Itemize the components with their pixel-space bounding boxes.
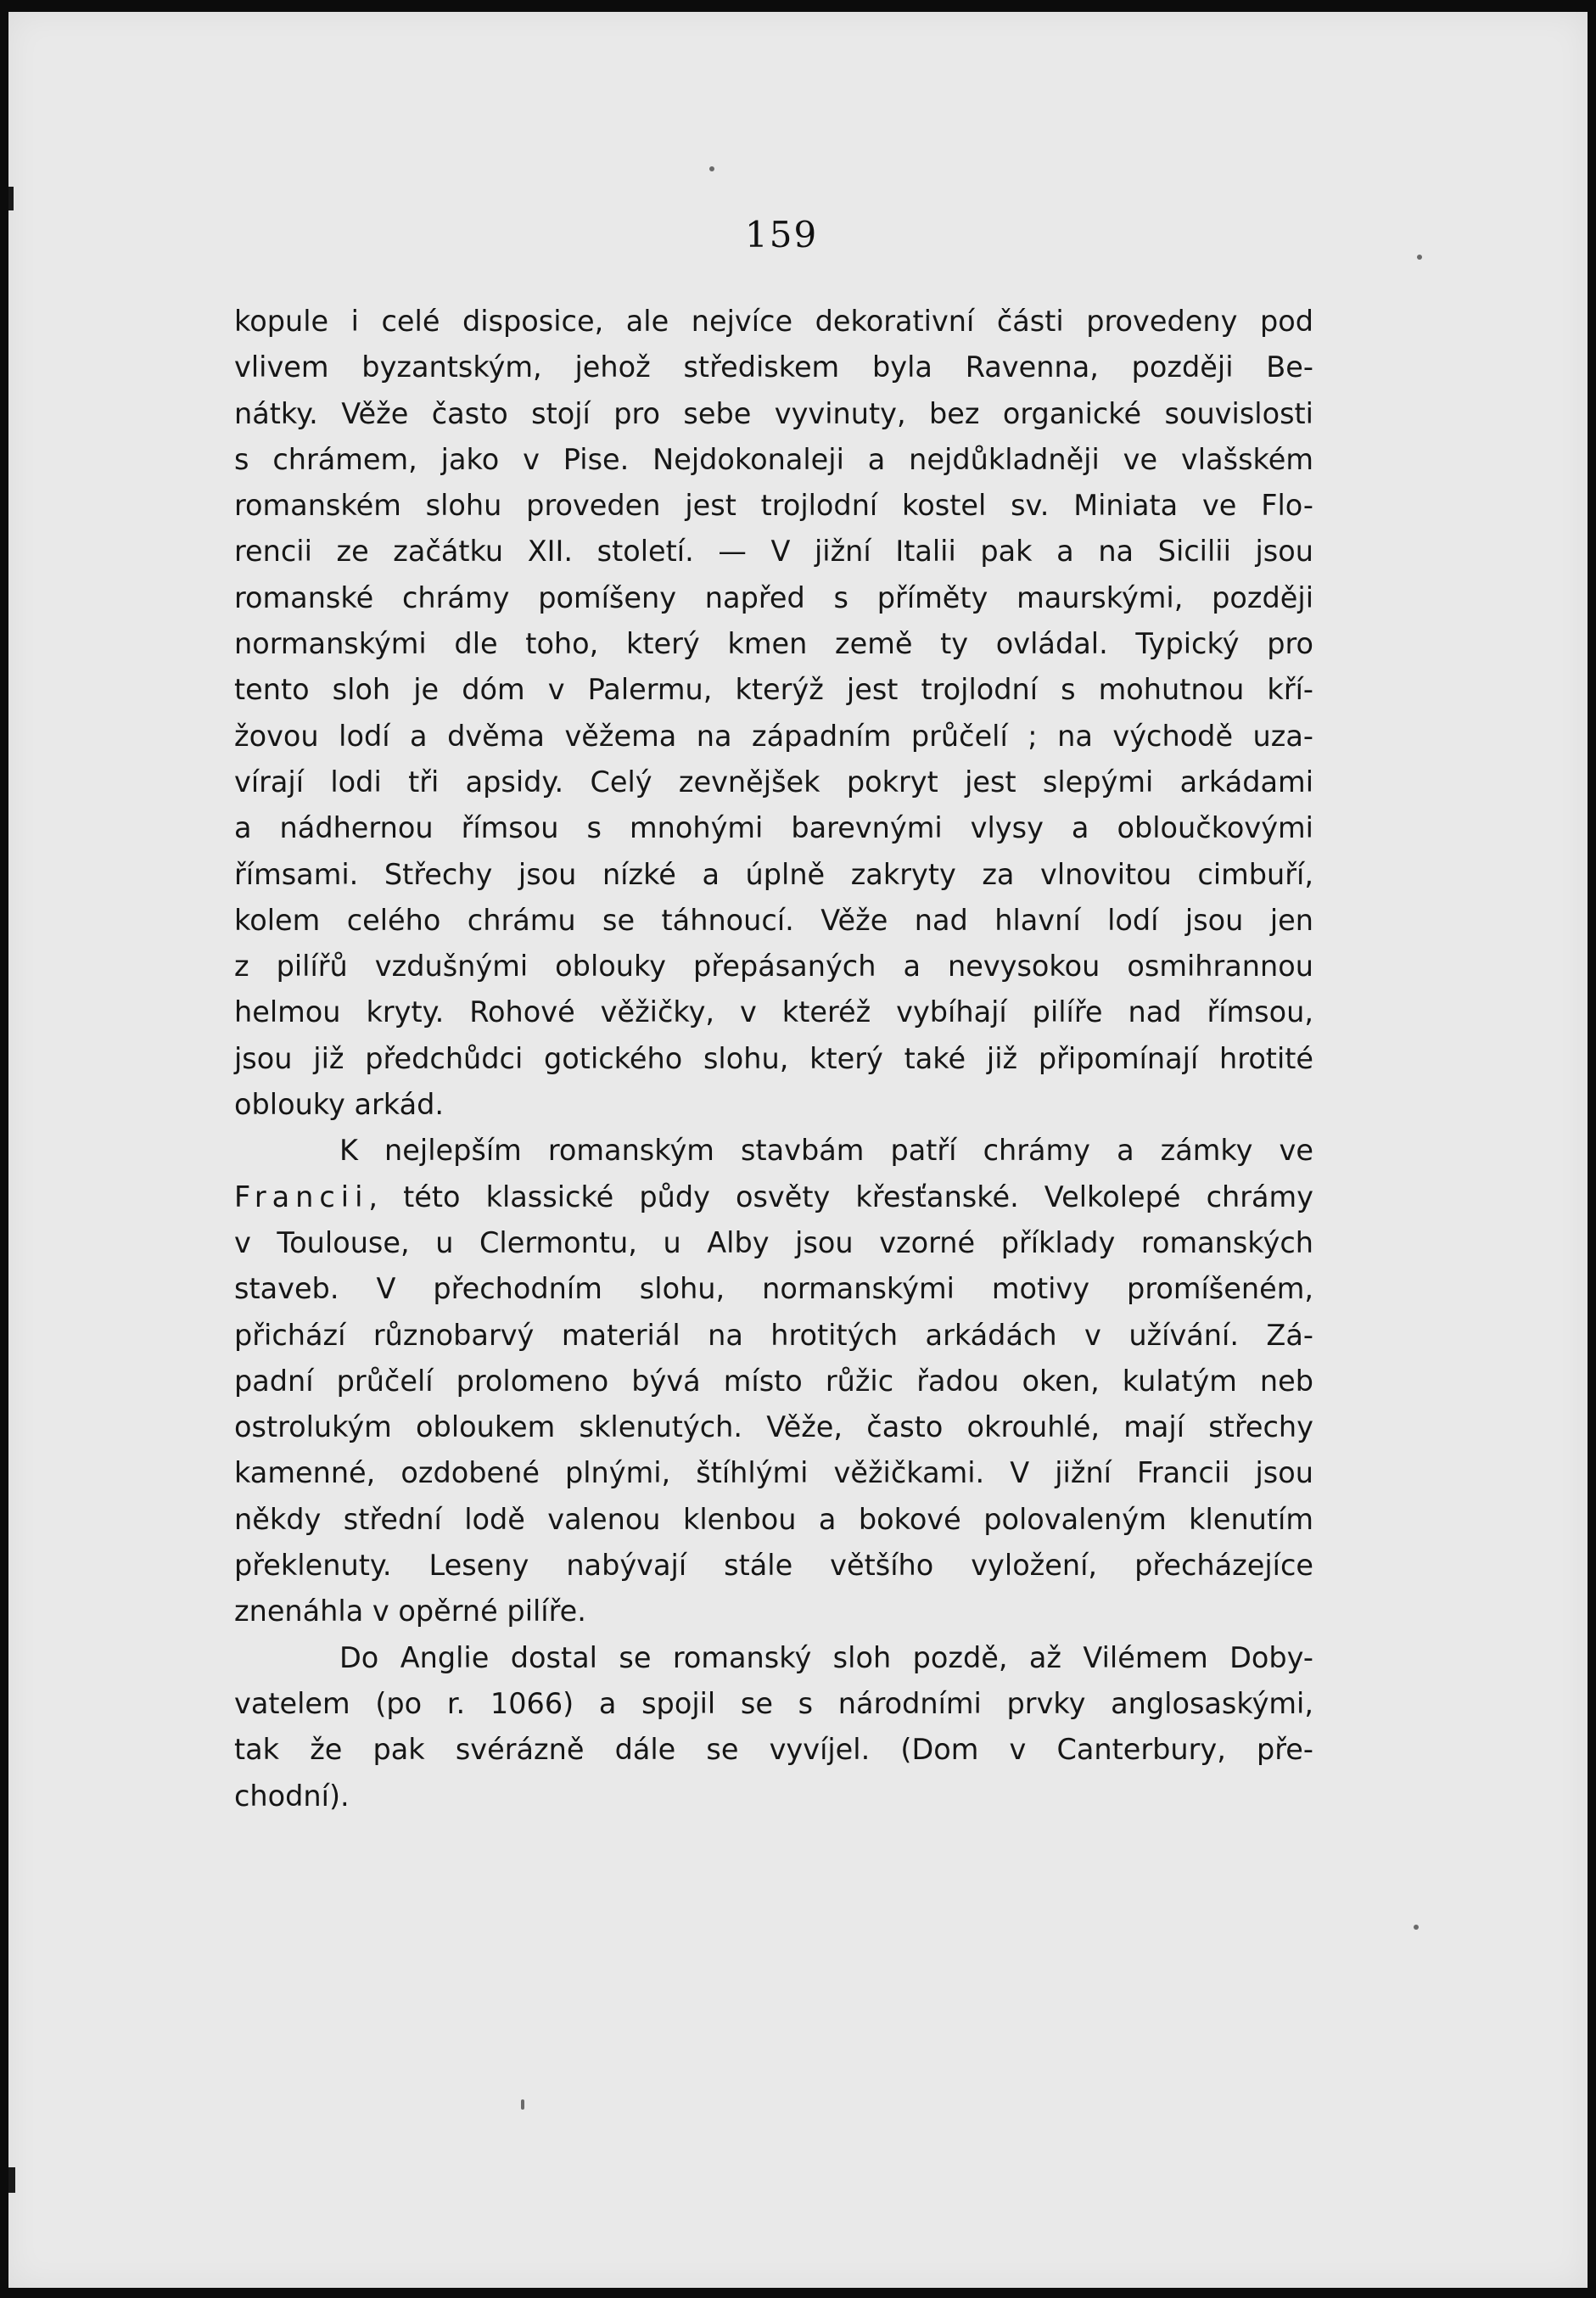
text-line: kamenné, ozdobené plnými, štíhlými věžičkami. V jižní Francii jsou	[234, 1456, 1313, 1490]
text-line: překlenuty. Leseny nabývají stále většího vyložení, přecházejíce	[234, 1549, 1313, 1583]
text-line: romanském slohu proveden jest trojlodní kostel sv. Miniata ve Flo-	[234, 489, 1313, 523]
text-line: helmou kryty. Rohové věžičky, v kteréž vybíhají pilíře nad římsou,	[234, 995, 1313, 1029]
text-line-rest: , této klassické půdy osvěty křesťanské. Velkolepé chrámy	[368, 1180, 1313, 1213]
text-line: v Toulouse, u Clermontu, u Alby jsou vzorné příklady romanských	[234, 1225, 1313, 1259]
text-line: a nádhernou římsou s mnohými barevnými vlysy a obloučkovými	[234, 811, 1313, 845]
scan-speck	[1414, 1925, 1419, 1930]
text-line: přichází různobarvý materiál na hrotitých arkádách v užívání. Zá-	[234, 1318, 1313, 1352]
text-line: z pilířů vzdušnými oblouky přepásaných a nevysokou osmihrannou	[234, 950, 1313, 984]
text-line: vlivem byzantským, jehož střediskem byla Ravenna, později Be-	[234, 350, 1313, 384]
text-line: Do Anglie dostal se romanský sloh pozdě, až Vilémem Doby-	[339, 1640, 1313, 1674]
page-number: 159	[745, 214, 819, 255]
text-line: znenáhla v opěrné pilíře.	[234, 1595, 586, 1628]
text-line: tento sloh je dóm v Palermu, kterýž jest trojlodní s mohutnou kří-	[234, 673, 1313, 707]
text-line: padní průčelí prolomeno bývá místo růžic řadou oken, kulatým neb	[234, 1364, 1313, 1398]
text-line: kolem celého chrámu se táhnoucí. Věže nad hlavní lodí jsou jen	[234, 903, 1313, 937]
text-line: romanské chrámy pomíšeny napřed s příměty maurskými, později	[234, 580, 1313, 614]
paragraph-2	[234, 1128, 1313, 1634]
text-line: chodní).	[234, 1779, 350, 1813]
paragraph-3	[234, 1635, 1313, 1819]
scan-speck	[521, 2099, 524, 2110]
text-line: jsou již předchůdci gotického slohu, který také již připomínají hrotité	[234, 1041, 1313, 1075]
text-line: staveb. V přechodním slohu, normanskými motivy promíšeném,	[234, 1272, 1313, 1306]
scan-edge-mark	[8, 2167, 15, 2193]
text-line: nátky. Věže často stojí pro sebe vyvinuty, bez organické souvislosti	[234, 396, 1313, 430]
scan-speck	[1417, 255, 1422, 260]
spaced-word: Francii	[234, 1180, 369, 1213]
text-line: oblouky arkád.	[234, 1088, 445, 1122]
text-line: kopule i celé disposice, ale nejvíce dekorativní části provedeny pod	[234, 305, 1313, 338]
scan-edge-mark	[8, 187, 14, 210]
text-line: rencii ze začátku XII. století. — V jižní Italii pak a na Sicilii jsou	[234, 535, 1313, 569]
text-line: K nejlepším romanským stavbám patří chrámy a zámky ve	[339, 1134, 1313, 1168]
paragraph-1	[234, 299, 1313, 1128]
text-line: ostrolukým obloukem sklenutých. Věže, často okrouhlé, mají střechy	[234, 1410, 1313, 1444]
text-line-with-spaced-word	[234, 1174, 1313, 1220]
book-page	[8, 12, 1588, 2288]
body-text	[234, 299, 1313, 1819]
text-line: římsami. Střechy jsou nízké a úplně zakryty za vlnovitou cimbuří,	[234, 857, 1313, 891]
text-line: tak že pak svérázně dále se vyvíjel. (Dom v Canterbury, pře-	[234, 1733, 1313, 1767]
text-line: vatelem (po r. 1066) a spojil se s národními prvky anglosaskými,	[234, 1686, 1313, 1720]
text-line: s chrámem, jako v Pise. Nejdokonaleji a nejdůkladněji ve vlašském	[234, 442, 1313, 476]
text-line: vírají lodi tři apsidy. Celý zevnějšek pokryt jest slepými arkádami	[234, 765, 1313, 799]
text-line: normanskými dle toho, který kmen země ty ovládal. Typický pro	[234, 627, 1313, 661]
scan-speck	[709, 166, 714, 171]
text-line: žovou lodí a dvěma věžema na západním průčelí ; na východě uza-	[234, 719, 1313, 753]
text-line: někdy střední lodě valenou klenbou a bokové polovaleným klenutím	[234, 1502, 1313, 1536]
